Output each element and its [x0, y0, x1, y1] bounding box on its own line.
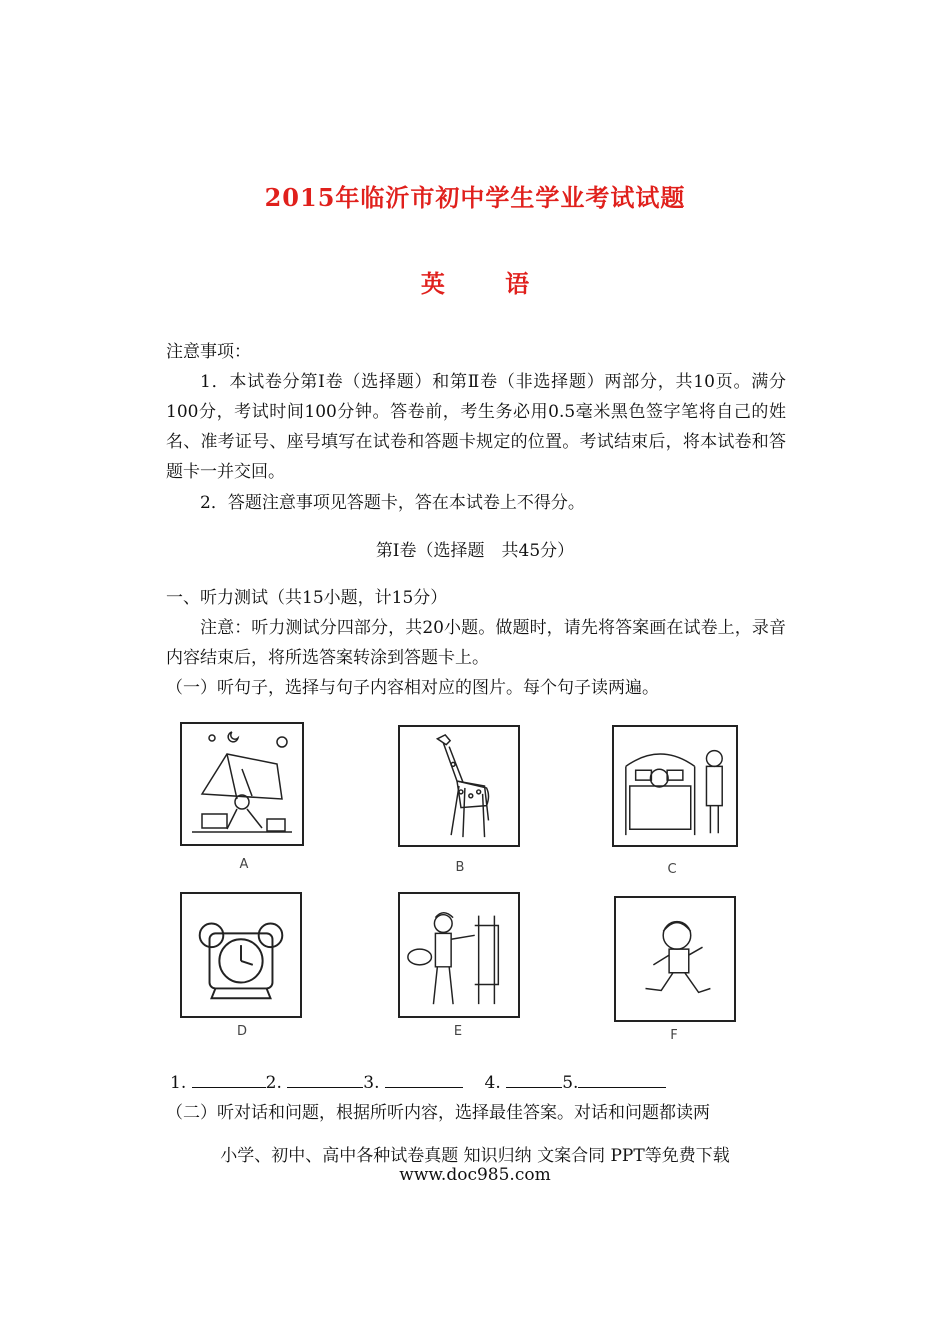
- answer-blank-3[interactable]: [385, 1069, 463, 1088]
- answer-number-3: 3.: [363, 1073, 380, 1093]
- notice-item-1: 1．本试卷分第Ⅰ卷（选择题）和第Ⅱ卷（非选择题）两部分，共10页。满分100分，考试时间100分钟。答卷前，考生务必用0.5毫米黑色签字笔将自己的姓名、准考证号、座号填写在试卷和答题卡规定的位置。考试结束后，将本试卷和答题卡一并交回。: [166, 372, 786, 482]
- listening-note: 注意：听力测试分四部分，共20小题。做题时，请先将答案画在试卷上，录音内容结束后，将所选答案转涂到答题卡上。: [166, 618, 786, 668]
- notice-heading: 注意事项：: [166, 342, 251, 362]
- sub-question-1: （一）听句子，选择与句子内容相对应的图片。每个句子读两遍。: [166, 678, 659, 698]
- answer-blank-1[interactable]: [192, 1069, 266, 1088]
- running-boy-icon: [614, 896, 736, 1022]
- answer-blank-5[interactable]: [578, 1069, 666, 1088]
- camping-tent-icon: [180, 722, 304, 846]
- answer-blanks: [170, 1068, 666, 1098]
- answer-number-2: 2.: [265, 1073, 282, 1093]
- answer-blank-2[interactable]: [287, 1069, 363, 1088]
- footer-line-1: 小学、初中、高中各种试卷真题 知识归纳 文案合同 PPT等免费下载: [220, 1146, 730, 1166]
- alarm-clock-icon: [180, 892, 302, 1018]
- answer-number-4: 4.: [484, 1073, 501, 1093]
- giraffe-icon: [398, 725, 520, 847]
- picture-label-e: E: [453, 1024, 463, 1039]
- answer-number-1: 1.: [170, 1073, 187, 1093]
- answer-blank-4[interactable]: [506, 1069, 562, 1088]
- footer-url[interactable]: www.doc985.com: [399, 1165, 551, 1185]
- girl-painting-icon: [398, 892, 520, 1018]
- picture-label-d: D: [236, 1024, 247, 1039]
- picture-label-b: B: [455, 860, 465, 875]
- notice-item-2: 2．答题注意事项见答题卡，答在本试卷上不得分。: [200, 493, 585, 513]
- picture-label-f: F: [670, 1028, 678, 1043]
- sub-question-2: （二）听对话和问题，根据所听内容，选择最佳答案。对话和问题都读两: [166, 1103, 710, 1123]
- part1-title: 第Ⅰ卷（选择题 共45分）: [375, 541, 575, 561]
- exam-title: 2015年临沂市初中学生学业考试试题: [264, 183, 686, 212]
- picture-label-c: C: [667, 862, 677, 877]
- answer-number-5: 5.: [562, 1073, 579, 1093]
- subject-title: 英 语: [420, 269, 556, 298]
- picture-label-a: A: [239, 857, 249, 872]
- section1-title: 一、听力测试（共15小题，计15分）: [166, 588, 448, 608]
- sick-child-in-bed-icon: [612, 725, 738, 847]
